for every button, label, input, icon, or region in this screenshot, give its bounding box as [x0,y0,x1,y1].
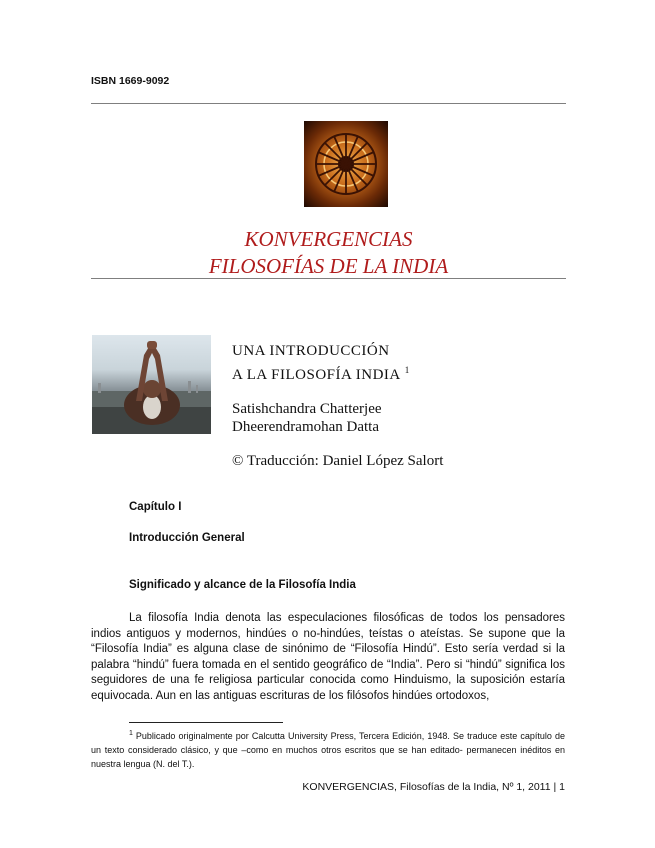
translation-credit: © Traducción: Daniel López Salort [232,453,444,469]
footnote-divider [129,722,283,723]
header-divider [91,103,566,104]
isbn-label: ISBN 1669-9092 [91,75,170,87]
journal-name: KONVERGENCIAS [244,227,413,251]
section-heading-meaning: Significado y alcance de la Filosofía India [129,579,356,591]
author-name: Dheerendramohan Datta [232,419,380,435]
footnote-reference[interactable]: 1 [404,365,410,375]
issue-title: FILOSOFÍAS DE LA INDIA [208,254,449,278]
journal-logo [304,121,388,207]
body-paragraph: La filosofía India denota las especulaciones filosóficas de todos los pensadores indios antiguos y modernos, hindúes o no-hindúes, teístas o ateístas. Se supone que la “Filosofía India” es alguna clase de sinónimo de “Filosofía Hindú”. Esto sería verdad si la palabra “hindú” fuera tomada en el sentido geográfico de “India”. Pero si “hindú” significa los seguidores de una fe religiosa particular conocida como Hinduismo, la suposición estaría equivocada. Aun en las antiguas escrituras de los filósofos hindúes ortodoxos, [91,612,565,702]
footnote [91,727,565,771]
title-divider [91,278,566,279]
section-heading-intro: Introducción General [129,532,245,544]
article-title-line1: UNA INTRODUCCIÓN [232,343,390,359]
article-title-line2: A LA FILOSOFÍA INDIA $^1$ [232,365,410,383]
author-name: Satishchandra Chatterjee [232,401,382,417]
chapter-heading: Capítulo I [129,501,182,513]
footnote-mark: 1 [129,730,133,737]
article-photo [92,335,211,434]
page-footer: KONVERGENCIAS, Filosofías de la India, Nº 1, 2011 | 1 [302,781,565,793]
footnote-text: Publicado originalmente por Calcutta University Press, Tercera Edición, 1948. Se traduce este capítulo de un texto considerado clásico, y que –como en muchos otros escritos que se han editado- permanecen inéditos en nuestra lengua (N. del T.). [91,731,565,769]
